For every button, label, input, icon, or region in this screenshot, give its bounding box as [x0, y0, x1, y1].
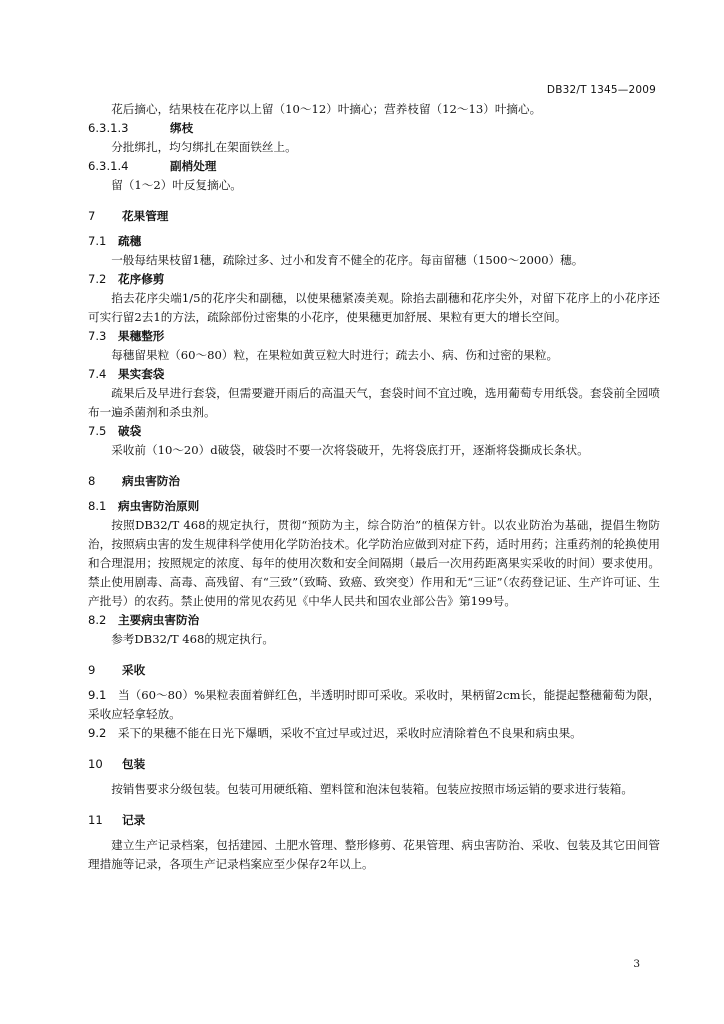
subsection-number: 7.5: [88, 424, 107, 438]
paragraph: 采收前（10～20）d破袋，破袋时不要一次将袋破开，先将袋底打开，逐渐将袋撕成长条状。: [111, 443, 589, 457]
section-title: 花果管理: [122, 209, 169, 223]
paragraph: 疏果后及早进行套袋，但需要避开雨后的高温天气，套袋时间不宜过晚，选用葡萄专用纸袋。套袋前全园喷布一遍杀菌剂和杀虫剂。: [88, 386, 660, 419]
clause-heading: [88, 119, 660, 138]
clause-number: 6.3.1.4: [88, 159, 129, 173]
subsection-title: 破袋: [118, 424, 142, 438]
paragraph: 按销售要求分级包装。包装可用硬纸箱、塑料筐和泡沫包装箱。包装应按照市场运销的要求进行装箱。: [111, 782, 633, 796]
paragraph: 每穗留果粒（60～80）粒，在果粒如黄豆粒大时进行；疏去小、病、伤和过密的果粒。: [111, 348, 559, 362]
subsection-heading: [88, 422, 660, 441]
section-heading: [88, 811, 660, 830]
paragraph: 花后摘心，结果枝在花序以上留（10～12）叶摘心；营养枝留（12～13）叶摘心。: [111, 102, 542, 116]
clause-heading: [88, 157, 660, 176]
subsection-number: 7.3: [88, 329, 107, 343]
section-heading: [88, 661, 660, 680]
paragraph: 按照DB32/T 468的规定执行，贯彻“预防为主，综合防治”的植保方针。以农业防治为基础，提倡生物防治，按照病虫害的发生规律科学使用化学防治技术。化学防治应做到对症下药，适时用药；注重药剂的轮换使用和合理混用；按照规定的浓度、每年的使用次数和安全间隔期（最后一次用药距离果实采收的时间）要求使用。禁止使用剧毒、高毒、高残留、有“三致”（致畸、致癌、致突变）作用和无“三证”（农药登记证、生产许可证、生产批号）的农药。禁止使用的常见农药见《中华人民共和国农业部公告》第199号。: [88, 518, 660, 608]
paragraph: 掐去花序尖端1/5的花序尖和副穗，以使果穗紧凑美观。除掐去副穗和花序尖外，对留下花序上的小花序还可实行留2去1的方法，疏除部份过密集的小花序，使果穗更加舒展、果粒有更大的增长空间。: [88, 291, 660, 324]
paragraph: 参考DB32/T 468的规定执行。: [111, 632, 274, 646]
section-number: 7: [88, 209, 96, 223]
section-title: 包装: [122, 757, 146, 771]
section-heading: [88, 755, 660, 774]
clause-text: 当（60～80）%果粒表面着鲜红色，半透明时即可采收。采收时，果柄留2cm长，能提起整穗葡萄为限，采收应轻拿轻放。: [88, 688, 660, 721]
section-number: 9: [88, 663, 96, 677]
subsection-number: 8.2: [88, 613, 107, 627]
numbered-paragraph: [88, 686, 660, 724]
subsection-title: 果穗整形: [118, 329, 165, 343]
page-number: 3: [633, 958, 640, 970]
clause-number: 9.1: [88, 688, 107, 702]
section-number: 8: [88, 474, 96, 488]
section-title: 采收: [122, 663, 146, 677]
section-heading: [88, 472, 660, 491]
section-number: 11: [88, 813, 103, 827]
page-body: [88, 100, 660, 874]
subsection-heading: [88, 611, 660, 630]
clause-title: 副梢处理: [170, 159, 217, 173]
subsection-heading: [88, 365, 660, 384]
subsection-heading: [88, 497, 660, 516]
subsection-title: 花序修剪: [118, 272, 165, 286]
subsection-heading: [88, 232, 660, 251]
subsection-title: 主要病虫害防治: [118, 613, 200, 627]
subsection-title: 病虫害防治原则: [118, 499, 200, 513]
subsection-number: 7.4: [88, 367, 107, 381]
subsection-number: 7.1: [88, 234, 107, 248]
paragraph: 分批绑扎，均匀绑扎在架面铁丝上。: [111, 140, 297, 154]
clause-title: 绑枝: [170, 121, 194, 135]
numbered-paragraph: [88, 724, 660, 743]
clause-number: 6.3.1.3: [88, 121, 129, 135]
subsection-heading: [88, 327, 660, 346]
paragraph: 留（1～2）叶反复摘心。: [111, 178, 242, 192]
section-title: 记录: [122, 813, 146, 827]
subsection-heading: [88, 270, 660, 289]
subsection-title: 果实套袋: [118, 367, 165, 381]
subsection-title: 疏穗: [118, 234, 142, 248]
clause-number: 9.2: [88, 726, 107, 740]
clause-text: 采下的果穗不能在日光下爆晒，采收不宜过早或过迟，采收时应清除着色不良果和病虫果。: [118, 726, 582, 740]
subsection-number: 7.2: [88, 272, 107, 286]
subsection-number: 8.1: [88, 499, 107, 513]
standard-code: DB32/T 1345—2009: [546, 84, 656, 96]
section-heading: [88, 207, 660, 226]
section-number: 10: [88, 757, 103, 771]
paragraph: 建立生产记录档案，包括建园、土肥水管理、整形修剪、花果管理、病虫害防治、采收、包装及其它田间管理措施等记录，各项生产记录档案应至少保存2年以上。: [88, 838, 660, 871]
paragraph: 一般每结果枝留1穗，疏除过多、过小和发育不健全的花序。每亩留穗（1500～2000）穗。: [111, 253, 584, 267]
section-title: 病虫害防治: [122, 474, 180, 488]
